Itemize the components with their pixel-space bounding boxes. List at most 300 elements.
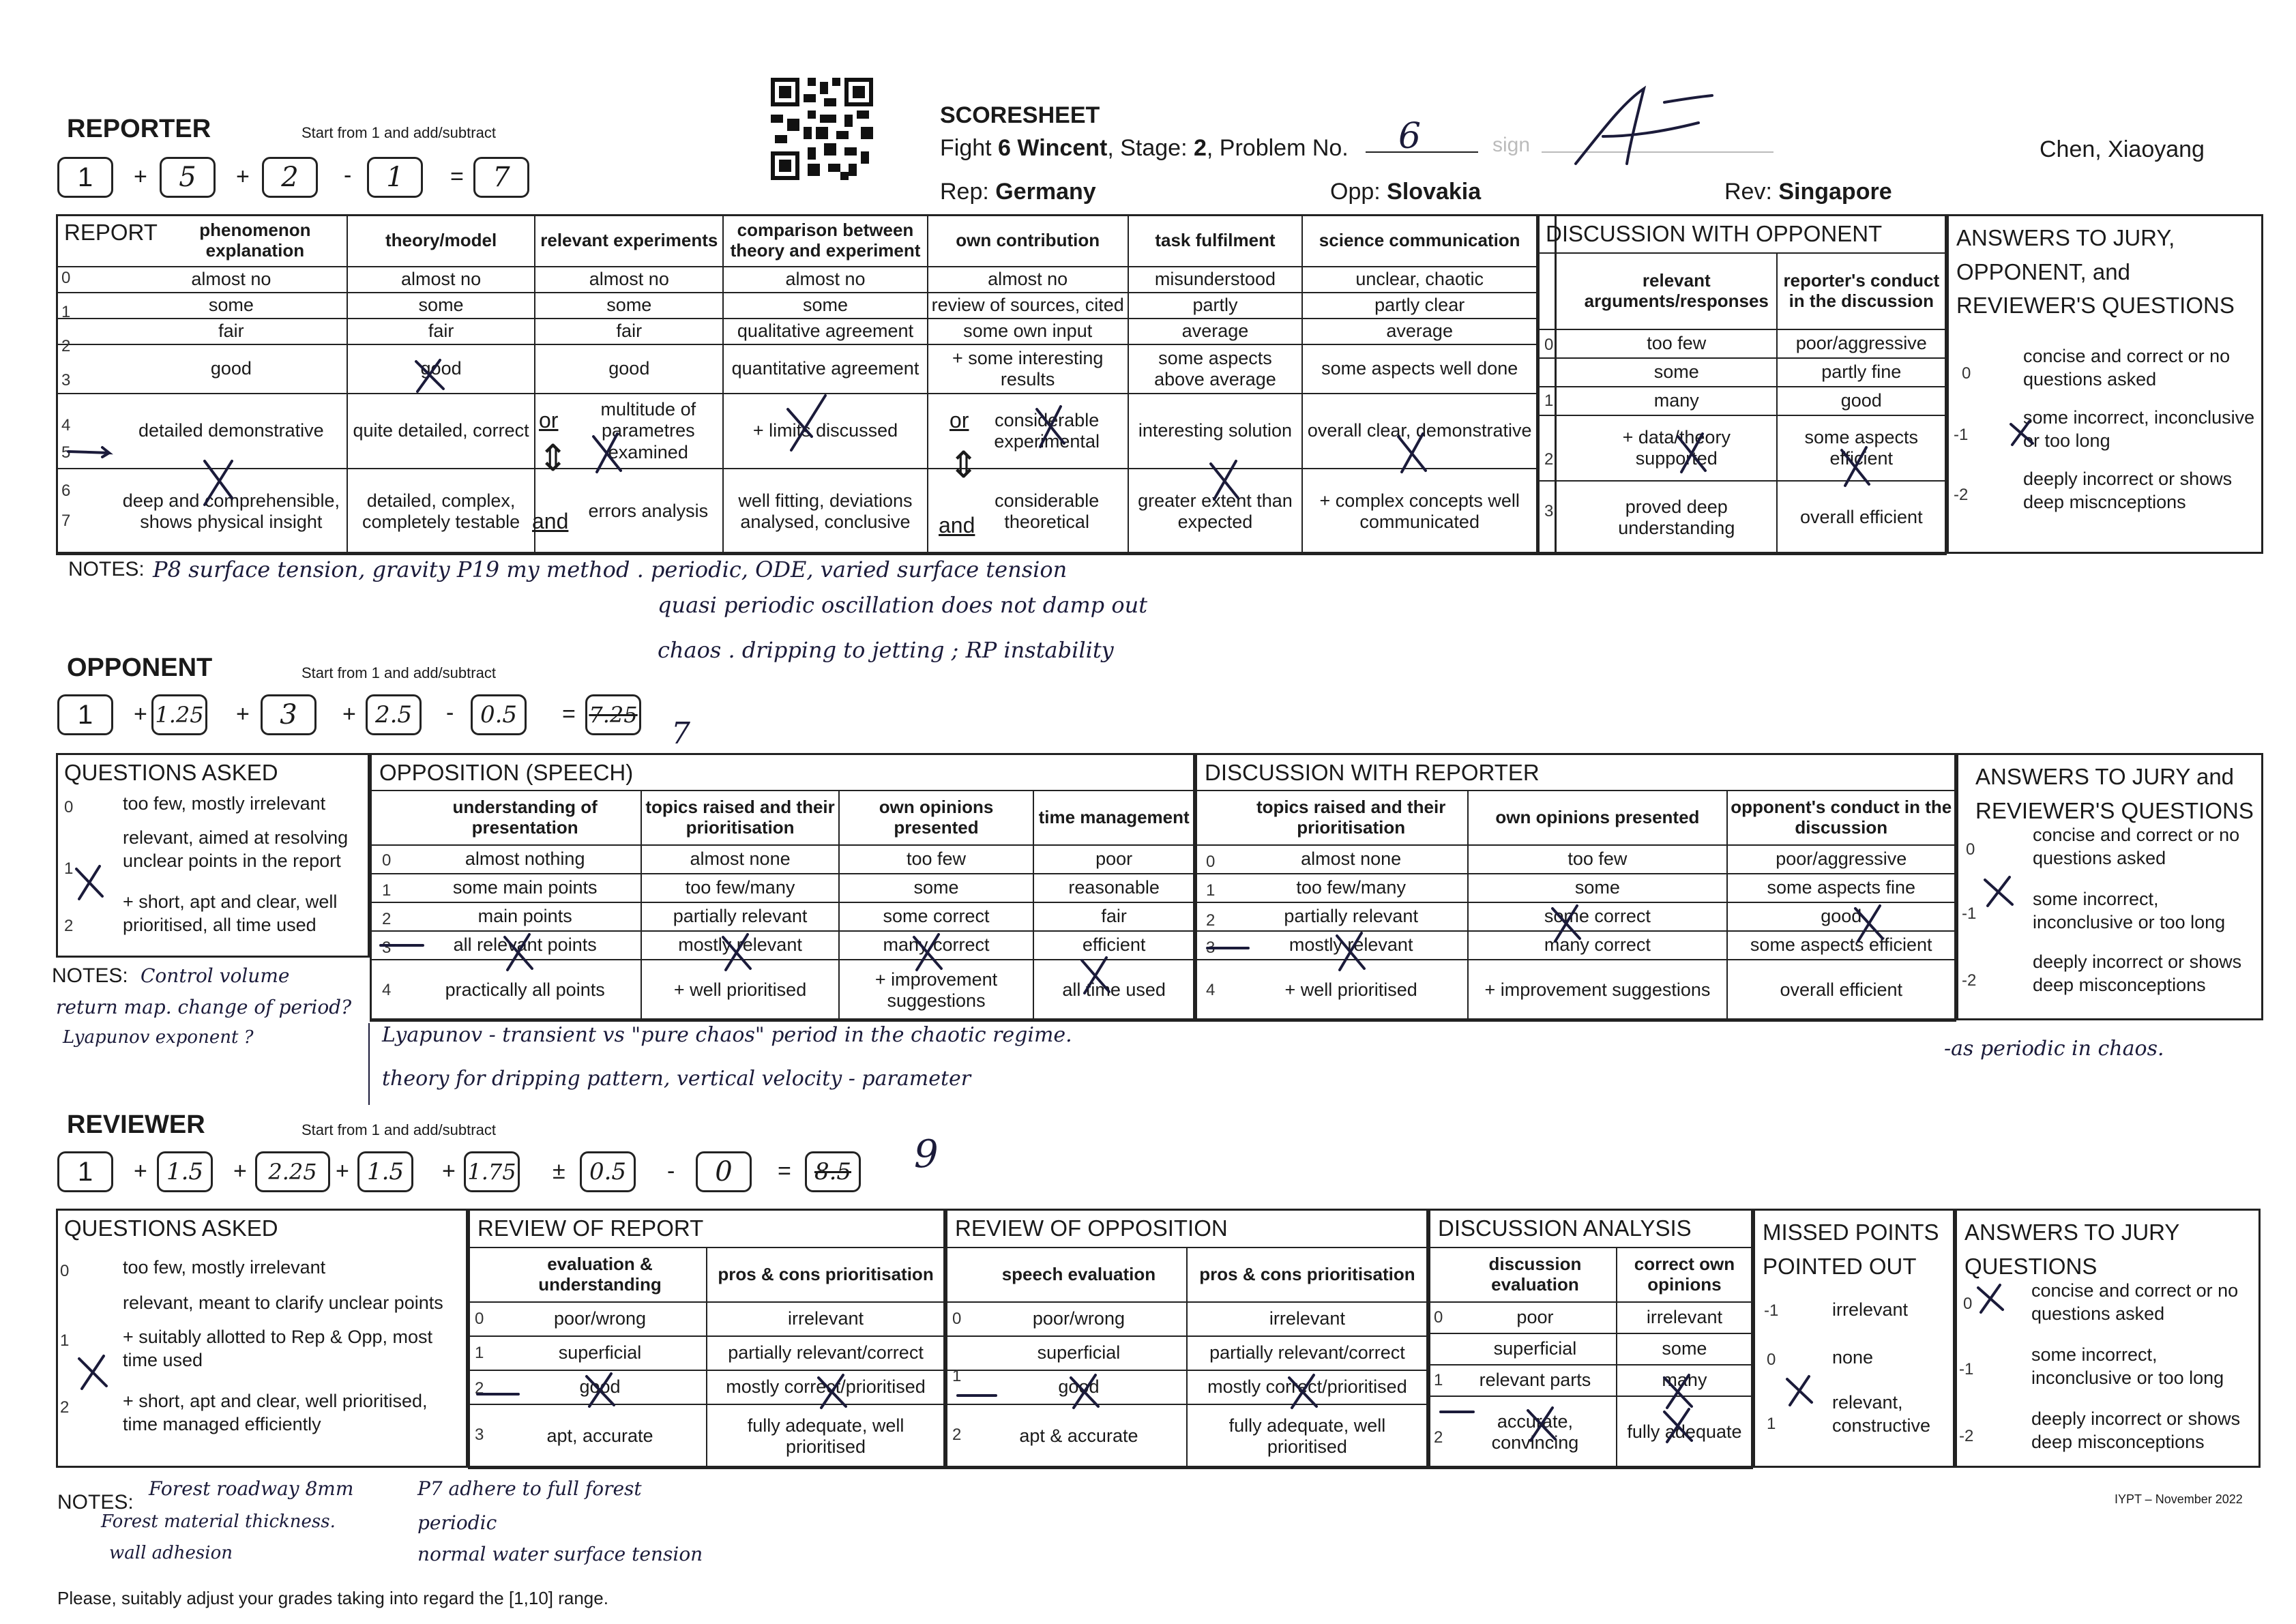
rep-answer-option[interactable]: some incorrect, inconclusive or too long <box>2023 407 2255 451</box>
reviewer-grade-start[interactable]: 1 <box>57 1151 113 1192</box>
ro-cell[interactable]: mostly correct/prioritised <box>1187 1370 1428 1404</box>
problem-prefix: , Problem No. <box>1206 135 1349 161</box>
opponent-label: OPPONENT <box>67 653 213 682</box>
stage-number: 2 <box>1193 135 1207 161</box>
reviewer-grade-total[interactable]: 8.5 <box>805 1151 861 1192</box>
rr-cell[interactable]: mostly correct/prioritised <box>707 1370 945 1404</box>
da-cell[interactable]: some <box>1617 1333 1752 1365</box>
reporter-op: + <box>134 164 147 190</box>
mp-level: -1 <box>1764 1301 1779 1320</box>
ro-cell[interactable]: partially relevant/correct <box>1187 1336 1428 1370</box>
opp-cell[interactable]: all time used <box>1033 960 1194 1021</box>
disc-opp-cell[interactable]: + data/theory supported <box>1538 415 1777 481</box>
rev-note-line[interactable]: Forest roadway 8mm <box>149 1477 354 1500</box>
mp-level: 1 <box>1767 1415 1776 1433</box>
or-marker: or <box>539 408 559 432</box>
report-cell[interactable]: almost no <box>57 267 347 293</box>
opponent-grade-3[interactable]: 2.5 <box>366 694 422 735</box>
rev-qa-option[interactable]: relevant, meant to clarify unclear points <box>123 1293 443 1313</box>
opp-cell[interactable]: reasonable <box>1033 874 1194 902</box>
disc-opp-cell[interactable]: partly fine <box>1777 358 1946 387</box>
report-cell[interactable]: qualitative agreement <box>723 319 928 344</box>
opponent-op: - <box>446 700 454 726</box>
reviewer-grade-5[interactable]: 0.5 <box>580 1151 636 1192</box>
report-cell[interactable]: misunderstood <box>1128 267 1303 293</box>
qa-level: 0 <box>64 798 74 816</box>
opponent-grade-1[interactable]: 1.25 <box>151 694 207 735</box>
updown-arrow-icon: ⇕ <box>948 445 980 486</box>
disc-rep-cell[interactable]: overall efficient <box>1727 960 1956 1021</box>
mp-option[interactable]: relevant, constructive <box>1832 1392 1931 1436</box>
reviewer-hint: Start from 1 and add/subtract <box>301 1121 496 1138</box>
rev-answer-option[interactable]: some incorrect, inconclusive or too long <box>2031 1344 2224 1388</box>
qa-level: 2 <box>60 1398 70 1417</box>
disc-rep-cell[interactable]: some aspects efficient <box>1727 931 1956 960</box>
opp-cell[interactable]: efficient <box>1033 931 1194 960</box>
ro-cell[interactable]: superficial <box>946 1336 1187 1370</box>
report-cell[interactable]: some own input <box>928 319 1128 344</box>
reporter-op: - <box>344 162 352 188</box>
disc-rep-cell[interactable]: poor/aggressive <box>1727 845 1956 874</box>
disc-rep-table <box>1195 790 1956 1022</box>
disc-rep-cell[interactable]: almost none <box>1196 845 1468 874</box>
opp-speech-title: OPPOSITION (SPEECH) <box>379 760 634 785</box>
disc-opp-cell[interactable]: good <box>1777 387 1946 415</box>
answers-level: -1 <box>1954 426 1969 444</box>
opp-cell[interactable]: many correct <box>839 931 1033 960</box>
ro-cell[interactable]: fully adequate, well prioritised <box>1187 1404 1428 1468</box>
disc-opp-title: DISCUSSION WITH OPPONENT <box>1546 221 1883 246</box>
report-col-contribution: own contribution <box>928 215 1128 267</box>
da-cell[interactable]: relevant parts <box>1429 1365 1617 1396</box>
report-cell[interactable]: + limits discussed <box>723 394 928 469</box>
disc-opp-cell[interactable]: too few <box>1538 329 1777 358</box>
report-cell[interactable]: considerable experimental <box>928 394 1128 469</box>
reviewer-op: + <box>336 1158 349 1184</box>
answers-level: 0 <box>1966 840 1975 859</box>
rev-note-line[interactable]: Forest material thickness. <box>101 1511 336 1532</box>
opp-level: 1 <box>382 881 392 900</box>
opp-answer-option[interactable]: deeply incorrect or shows deep misconceptions <box>2033 951 2242 995</box>
reviewer-grade-3[interactable]: 1.5 <box>357 1151 413 1192</box>
disc-rep-cell[interactable]: some <box>1468 874 1726 902</box>
opponent-op: + <box>236 701 250 727</box>
reviewer-label: REVIEWER <box>67 1110 205 1139</box>
rev-notes-label: NOTES: <box>57 1491 134 1514</box>
report-cell[interactable]: fair <box>57 319 347 344</box>
disc-rep-level: 0 <box>1206 853 1216 871</box>
report-level: 5 <box>61 443 71 462</box>
opponent-op: + <box>342 701 356 727</box>
report-cell[interactable]: + complex concepts well communicated <box>1302 469 1537 555</box>
reporter-note-line[interactable]: chaos . dripping to jetting ; RP instability <box>658 637 1114 663</box>
opp-cell[interactable]: some correct <box>839 902 1033 931</box>
or-marker: or <box>950 408 969 432</box>
da-level: 1 <box>1434 1371 1443 1389</box>
report-level: 6 <box>61 482 71 500</box>
report-level: 2 <box>61 337 71 355</box>
disc-opp-cell[interactable]: some aspects efficient <box>1777 415 1946 481</box>
mp-level: 0 <box>1767 1350 1776 1369</box>
report-col-communication: science communication <box>1302 215 1537 267</box>
disc-rep-col-topics: topics raised and their prioritisation <box>1196 791 1468 845</box>
reporter-grade-1[interactable]: 5 <box>160 157 216 198</box>
fight-prefix: Fight <box>940 135 999 161</box>
qa-level: 2 <box>64 917 74 935</box>
reviewer-grade-6[interactable]: 0 <box>696 1151 752 1192</box>
disc-analysis-title: DISCUSSION ANALYSIS <box>1438 1215 1692 1241</box>
report-cell[interactable]: detailed, complex, completely testable <box>347 469 535 555</box>
disc-rep-cell[interactable]: too few <box>1468 845 1726 874</box>
opp-cell[interactable]: + well prioritised <box>641 960 838 1021</box>
notes-divider <box>368 1023 370 1105</box>
opp-cell[interactable]: practically all points <box>370 960 641 1021</box>
opp-cell[interactable]: almost none <box>641 845 838 874</box>
ro-level: 1 <box>952 1367 962 1385</box>
report-cell[interactable]: greater extent than expected <box>1128 469 1303 555</box>
rev-report-table <box>468 1247 945 1469</box>
disc-rep-cell[interactable]: good <box>1727 902 1956 931</box>
opponent-grade-total[interactable]: 7.25 <box>585 694 641 735</box>
rr-level: 3 <box>475 1426 484 1444</box>
answers-level: -2 <box>1962 971 1977 990</box>
report-cell[interactable]: some aspects above average <box>1128 344 1303 394</box>
reporter-note-line[interactable]: P8 surface tension, gravity P19 my method . periodic, ODE, varied surface tension <box>153 557 1068 582</box>
report-cell[interactable]: + some interesting results <box>928 344 1128 394</box>
rev-note-line[interactable]: normal water surface tension <box>417 1543 703 1565</box>
opp-note-line[interactable]: Lyapunov - transient vs "pure chaos" period in the chaotic regime. <box>382 1023 1072 1047</box>
rev-opp-table <box>945 1247 1428 1469</box>
disc-rep-col-conduct: opponent's conduct in the discussion <box>1727 791 1956 845</box>
rev-qa-title: QUESTIONS ASKED <box>64 1215 278 1241</box>
da-col-evaluation: discussion evaluation <box>1429 1247 1617 1302</box>
report-col-fulfilment: task fulfilment <box>1128 215 1303 267</box>
rr-cell[interactable]: apt, accurate <box>469 1404 707 1468</box>
ro-col-pros-cons: pros & cons prioritisation <box>1187 1247 1428 1302</box>
opp-note-line[interactable]: Lyapunov exponent ? <box>63 1027 254 1048</box>
opponent-grade-2[interactable]: 3 <box>261 694 317 735</box>
report-col-phenomenon: phenomenon explanation <box>57 215 347 267</box>
reviewer-op: - <box>667 1158 675 1184</box>
ro-level: 0 <box>952 1310 962 1328</box>
disc-rep-cell[interactable]: + well prioritised <box>1196 960 1468 1021</box>
report-col-theory: theory/model <box>347 215 535 267</box>
report-cell[interactable]: deep and comprehensible, shows physical insight <box>57 469 347 555</box>
opp-qa-option[interactable]: too few, mostly irrelevant <box>123 793 326 814</box>
opp-cell[interactable]: all relevant points <box>370 931 641 960</box>
problem-underline <box>1366 151 1478 153</box>
disc-rep-level: 1 <box>1206 881 1216 900</box>
rev-answer-option[interactable]: concise and correct or no questions asked <box>2031 1280 2239 1324</box>
report-cell[interactable]: average <box>1302 319 1537 344</box>
opp-col-topics: topics raised and their prioritisation <box>641 791 838 845</box>
opp-note-line[interactable]: Control volume <box>141 964 290 987</box>
opp-cell[interactable]: main points <box>370 902 641 931</box>
report-cell[interactable]: almost no <box>347 267 535 293</box>
rr-cell[interactable]: irrelevant <box>707 1302 945 1336</box>
stage-prefix: , Stage: <box>1107 135 1194 161</box>
reporter-notes-label: NOTES: <box>68 558 145 580</box>
disc-opp-col-conduct: reporter's conduct in the discussion <box>1777 253 1946 329</box>
disc-rep-cell[interactable]: + improvement suggestions <box>1468 960 1726 1021</box>
opp-cell[interactable]: mostly relevant <box>641 931 838 960</box>
opp-level: 0 <box>382 851 392 870</box>
disc-rep-level: 4 <box>1206 981 1216 999</box>
ro-cell[interactable]: irrelevant <box>1187 1302 1428 1336</box>
opponent-grade-4[interactable]: 0.5 <box>471 694 527 735</box>
rr-col-evaluation: evaluation & understanding <box>469 1247 707 1302</box>
reviewer-grade-1[interactable]: 1.5 <box>157 1151 213 1192</box>
rev-note-line[interactable]: P7 adhere to full forest <box>417 1477 642 1500</box>
report-rubric-table <box>56 214 1537 555</box>
opp-speech-table <box>370 790 1195 1022</box>
opp-cell[interactable]: fair <box>1033 902 1194 931</box>
rep-country <box>940 179 1096 205</box>
disc-opp-cell[interactable]: poor/aggressive <box>1777 329 1946 358</box>
qa-level: 0 <box>60 1262 70 1280</box>
rev-label: Rev: <box>1724 179 1779 205</box>
report-cell[interactable]: almost no <box>535 267 723 293</box>
disc-rep-cell[interactable]: mostly relevant <box>1196 931 1468 960</box>
and-marker: and <box>939 513 975 537</box>
reviewer-op: = <box>778 1158 791 1184</box>
report-cell[interactable]: quite detailed, correct <box>347 394 535 469</box>
disc-opp-cell[interactable]: overall efficient <box>1777 481 1946 555</box>
rep-label: Rep: <box>940 179 996 205</box>
da-cell[interactable]: many <box>1617 1365 1752 1396</box>
reviewer-grade-corrected[interactable]: 9 <box>914 1132 939 1177</box>
rev-qa-option[interactable]: + short, apt and clear, well prioritised, time managed efficiently <box>123 1391 428 1434</box>
opp-cell[interactable]: some main points <box>370 874 641 902</box>
report-level: 0 <box>61 269 71 287</box>
opponent-op: + <box>134 701 147 727</box>
mp-option[interactable]: irrelevant <box>1832 1299 1909 1320</box>
disc-rep-level: 3 <box>1206 939 1216 957</box>
report-col-experiments: relevant experiments <box>535 215 723 267</box>
disc-level: 2 <box>1544 450 1554 469</box>
rr-cell[interactable]: fully adequate, well prioritised <box>707 1404 945 1468</box>
opp-name: Slovakia <box>1387 179 1482 205</box>
report-cell[interactable]: some <box>535 293 723 319</box>
reporter-op: + <box>236 164 250 190</box>
opp-cell[interactable]: poor <box>1033 845 1194 874</box>
opp-col-time: time management <box>1033 791 1194 845</box>
report-cell[interactable]: some <box>347 293 535 319</box>
fight-line <box>940 135 1349 162</box>
disc-level: 3 <box>1544 502 1554 520</box>
opp-qa-title: QUESTIONS ASKED <box>64 760 278 785</box>
opp-cell[interactable]: too few/many <box>641 874 838 902</box>
report-cell[interactable]: detailed demonstrative <box>57 394 347 469</box>
disc-rep-cell[interactable]: partially relevant <box>1196 902 1468 931</box>
reviewer-grade-4[interactable]: 1.75 <box>464 1151 520 1192</box>
report-level: 1 <box>61 303 71 321</box>
rev-answer-option[interactable]: deeply incorrect or shows deep misconceptions <box>2031 1408 2241 1452</box>
report-cell[interactable]: partly clear <box>1302 293 1537 319</box>
disc-rep-cell[interactable]: many correct <box>1468 931 1726 960</box>
da-level: 0 <box>1434 1308 1443 1327</box>
report-level: 3 <box>61 371 71 389</box>
report-cell[interactable]: well fitting, deviations analysed, conclusive <box>723 469 928 555</box>
da-cell[interactable]: fully adequate <box>1617 1396 1752 1468</box>
reviewer-op: + <box>233 1158 247 1184</box>
answers-level: -2 <box>1954 486 1969 504</box>
report-cell[interactable]: overall clear, demonstrative <box>1302 394 1537 469</box>
da-cell[interactable]: irrelevant <box>1617 1302 1752 1333</box>
reviewer-op: ± <box>553 1158 565 1184</box>
and-marker: and <box>532 509 569 533</box>
rev-note-line[interactable]: wall adhesion <box>109 1543 233 1563</box>
reporter-hint: Start from 1 and add/subtract <box>301 124 496 141</box>
rev-report-title: REVIEW OF REPORT <box>477 1215 704 1241</box>
rr-level: 0 <box>475 1310 484 1328</box>
updown-arrow-icon: ⇕ <box>538 438 569 479</box>
report-level: 7 <box>61 512 71 530</box>
ro-cell[interactable]: apt & accurate <box>946 1404 1187 1468</box>
ro-cell[interactable]: poor/wrong <box>946 1302 1187 1336</box>
report-cell[interactable]: good <box>57 344 347 394</box>
opp-note-line[interactable]: theory for dripping pattern, vertical velocity - parameter <box>382 1067 971 1091</box>
opp-col-understanding: understanding of presentation <box>370 791 641 845</box>
reporter-grade-2[interactable]: 2 <box>262 157 318 198</box>
ro-level: 2 <box>952 1426 962 1444</box>
rev-name: Singapore <box>1778 179 1892 205</box>
disc-opp-cell[interactable]: some <box>1538 358 1777 387</box>
disc-rep-cell[interactable]: too few/many <box>1196 874 1468 902</box>
disc-rep-cell[interactable]: some aspects fine <box>1727 874 1956 902</box>
report-cell[interactable]: fair <box>535 319 723 344</box>
missed-points-title: MISSED POINTS POINTED OUT <box>1763 1220 1939 1279</box>
report-cell[interactable]: good <box>347 344 535 394</box>
rev-qa-option[interactable]: too few, mostly irrelevant <box>123 1257 326 1278</box>
juror-signature <box>1562 75 1726 177</box>
report-cell[interactable]: almost no <box>723 267 928 293</box>
disc-level: 1 <box>1544 392 1554 410</box>
report-cell[interactable]: good <box>535 344 723 394</box>
opp-note-line[interactable]: -as periodic in chaos. <box>1944 1037 2164 1061</box>
opp-answers-title: ANSWERS TO JURY and REVIEWER'S QUESTIONS <box>1975 764 2254 823</box>
report-cell[interactable]: multitude of parametres examined <box>535 394 723 469</box>
report-cell[interactable]: interesting solution <box>1128 394 1303 469</box>
reviewer-grade-2[interactable]: 2.25 <box>255 1151 330 1192</box>
reporter-note-line[interactable]: quasi periodic oscillation does not damp out <box>658 592 1148 618</box>
report-col-comparison: comparison between theory and experiment <box>723 215 928 267</box>
rep-answer-option[interactable]: concise and correct or no questions asked <box>2023 346 2231 389</box>
rr-cell[interactable]: partially relevant/correct <box>707 1336 945 1370</box>
ro-cell[interactable]: good <box>946 1370 1187 1404</box>
da-cell[interactable]: accurate, convincing <box>1429 1396 1617 1468</box>
opp-qa-option[interactable]: + short, apt and clear, well prioritised, all time used <box>123 891 338 935</box>
mp-option[interactable]: none <box>1832 1347 1874 1368</box>
opponent-grade-corrected[interactable]: 7 <box>671 716 690 751</box>
disc-rep-level: 2 <box>1206 911 1216 930</box>
report-cell[interactable]: quantitative agreement <box>723 344 928 394</box>
opp-label: Opp: <box>1330 179 1387 205</box>
answers-level: -1 <box>1962 904 1977 923</box>
rep-answer-option[interactable]: deeply incorrect or shows deep miscnceptions <box>2023 469 2233 512</box>
report-cell[interactable]: some <box>723 293 928 319</box>
disc-rep-col-opinions: own opinions presented <box>1468 791 1726 845</box>
report-cell[interactable]: considerable theoretical <box>928 469 1128 555</box>
report-cell[interactable]: fair <box>347 319 535 344</box>
disc-opp-cell[interactable]: proved deep understanding <box>1538 481 1777 555</box>
reporter-label: REPORTER <box>67 115 211 143</box>
opp-country <box>1330 179 1481 205</box>
reporter-grade-3[interactable]: 1 <box>367 157 423 198</box>
qr-code-icon <box>771 78 873 180</box>
opp-cell[interactable]: partially relevant <box>641 902 838 931</box>
rev-opp-title: REVIEW OF OPPOSITION <box>955 1215 1228 1241</box>
answers-level: 0 <box>1963 1295 1973 1313</box>
rev-country <box>1724 179 1892 205</box>
report-label: REPORT <box>64 220 158 245</box>
fight-number: 6 <box>998 135 1011 161</box>
rr-cell[interactable]: superficial <box>469 1336 707 1370</box>
report-cell[interactable]: errors analysis <box>535 469 723 555</box>
da-col-opinions: correct own opinions <box>1617 1247 1752 1302</box>
rev-qa-option[interactable]: + suitably allotted to Rep & Opp, most time used <box>123 1327 432 1370</box>
disc-opp-cell[interactable]: many <box>1538 387 1777 415</box>
disc-level: 0 <box>1544 336 1554 354</box>
opp-answer-option[interactable]: concise and correct or no questions asked <box>2033 825 2240 868</box>
report-cell[interactable]: some <box>57 293 347 319</box>
rr-level: 1 <box>475 1344 484 1362</box>
opponent-grade-start[interactable]: 1 <box>57 694 113 735</box>
reviewer-op: + <box>442 1158 456 1184</box>
report-cell[interactable]: partly <box>1128 293 1303 319</box>
reporter-grade-total[interactable]: 7 <box>473 157 529 198</box>
opp-qa-option[interactable]: relevant, aimed at resolving unclear points in the report <box>123 827 349 871</box>
report-cell[interactable]: review of sources, cited <box>928 293 1128 319</box>
opp-level: 4 <box>382 981 392 999</box>
rev-note-line[interactable]: periodic <box>417 1511 497 1534</box>
qa-level: 1 <box>64 859 74 878</box>
da-cell[interactable]: poor <box>1429 1302 1617 1333</box>
report-cell[interactable]: some aspects well done <box>1302 344 1537 394</box>
disc-rep-title: DISCUSSION WITH REPORTER <box>1205 760 1540 785</box>
opp-note-line[interactable]: return map. change of period? <box>56 996 352 1018</box>
disc-analysis-table <box>1428 1247 1753 1469</box>
sheet-title: SCORESHEET <box>940 102 1100 128</box>
opp-answer-option[interactable]: some incorrect, inconclusive or too long <box>2033 889 2226 932</box>
opp-col-opinions: own opinions presented <box>839 791 1033 845</box>
da-level: 2 <box>1434 1428 1443 1447</box>
reporter-grade-start[interactable]: 1 <box>57 157 113 198</box>
opp-cell[interactable]: + improvement suggestions <box>839 960 1033 1021</box>
juror-name: Chen, Xiaoyang <box>2040 136 2205 162</box>
opp-level: 3 <box>382 939 392 957</box>
opp-cell[interactable]: almost nothing <box>370 845 641 874</box>
report-cell[interactable]: almost no <box>928 267 1128 293</box>
opp-cell[interactable]: too few <box>839 845 1033 874</box>
answers-level: -2 <box>1959 1427 1974 1445</box>
qa-level: 1 <box>60 1331 70 1350</box>
reporter-op: = <box>450 164 464 190</box>
rr-cell[interactable]: poor/wrong <box>469 1302 707 1336</box>
opp-notes-label: NOTES: <box>52 964 128 987</box>
disc-rep-cell[interactable]: some correct <box>1468 902 1726 931</box>
problem-number[interactable]: 6 <box>1398 116 1422 157</box>
da-cell[interactable]: superficial <box>1429 1333 1617 1365</box>
fight-name: Wincent <box>1010 135 1108 161</box>
opp-level: 2 <box>382 910 392 928</box>
report-cell[interactable]: unclear, chaotic <box>1302 267 1537 293</box>
answers-level: 0 <box>1962 364 1971 383</box>
rr-cell[interactable]: good <box>469 1370 707 1404</box>
opp-cell[interactable]: some <box>839 874 1033 902</box>
report-cell[interactable]: average <box>1128 319 1303 344</box>
report-level: 4 <box>61 416 71 434</box>
